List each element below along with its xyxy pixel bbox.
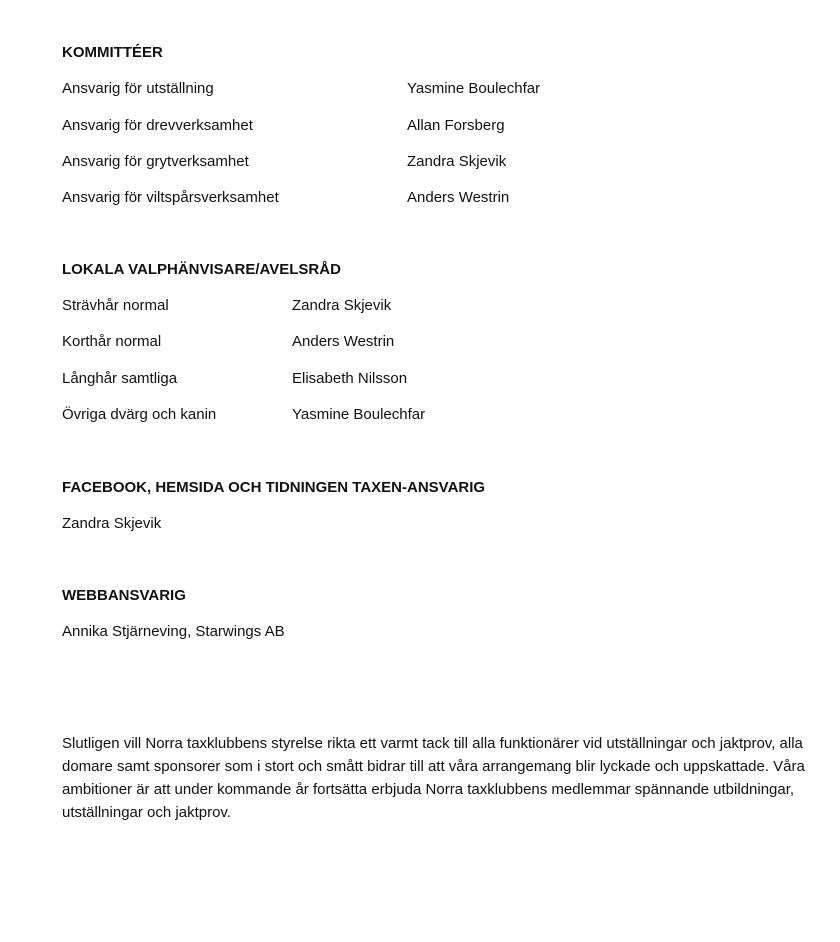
puppy-advisor-name: Yasmine Boulechfar bbox=[292, 406, 426, 423]
puppy-category: Strävhår normal bbox=[62, 297, 169, 314]
committee-row bbox=[62, 80, 782, 100]
puppy-advisor-row bbox=[62, 370, 782, 390]
committee-name: Anders Westrin bbox=[407, 189, 510, 206]
committee-name: Allan Forsberg bbox=[407, 117, 505, 134]
committee-role: Ansvarig för utställning bbox=[62, 80, 214, 97]
document-page bbox=[62, 0, 822, 942]
puppy-category: Korthår normal bbox=[62, 333, 162, 350]
facebook-heading: FACEBOOK, HEMSIDA OCH TIDNINGEN TAXEN-ANSVARIG bbox=[62, 479, 486, 496]
puppy-advisor-name: Zandra Skjevik bbox=[292, 297, 392, 314]
puppy-advisor-row bbox=[62, 406, 782, 426]
puppy-advisor-name: Elisabeth Nilsson bbox=[292, 370, 408, 387]
web-heading: WEBBANSVARIG bbox=[62, 587, 186, 604]
web-responsible-name: Annika Stjärneving, Starwings AB bbox=[62, 623, 285, 640]
committee-name: Zandra Skjevik bbox=[407, 153, 507, 170]
committees-heading: KOMMITTÉER bbox=[62, 44, 163, 61]
closing-paragraph: Slutligen vill Norra taxklubbens styrelse rikta ett varmt tack till alla funktionärer vid utställningar och jaktprov, alla domare samt sponsorer som i stort och smått bidrar till att våra arrangemang blir lyckade och uppskattade. Våra ambitioner är att under kommande år fortsätta erbjuda Norra taxklubbens medlemmar spännande utbildningar, utställningar och jaktprov. bbox=[62, 735, 805, 821]
puppy-advisor-name: Anders Westrin bbox=[292, 333, 395, 350]
puppy-advisors-heading: LOKALA VALPHÄNVISARE/AVELSRÅD bbox=[62, 261, 341, 278]
puppy-advisor-row bbox=[62, 333, 782, 353]
puppy-category: Övriga dvärg och kanin bbox=[62, 406, 217, 423]
puppy-advisor-row bbox=[62, 297, 782, 317]
committee-name: Yasmine Boulechfar bbox=[407, 80, 541, 97]
committee-row bbox=[62, 153, 782, 173]
committee-role: Ansvarig för grytverksamhet bbox=[62, 153, 249, 170]
committee-row bbox=[62, 189, 782, 209]
committee-row bbox=[62, 117, 782, 137]
committee-role: Ansvarig för viltspårsverksamhet bbox=[62, 189, 279, 206]
puppy-category: Långhår samtliga bbox=[62, 370, 178, 387]
committee-role: Ansvarig för drevverksamhet bbox=[62, 117, 253, 134]
facebook-responsible-name: Zandra Skjevik bbox=[62, 515, 162, 532]
